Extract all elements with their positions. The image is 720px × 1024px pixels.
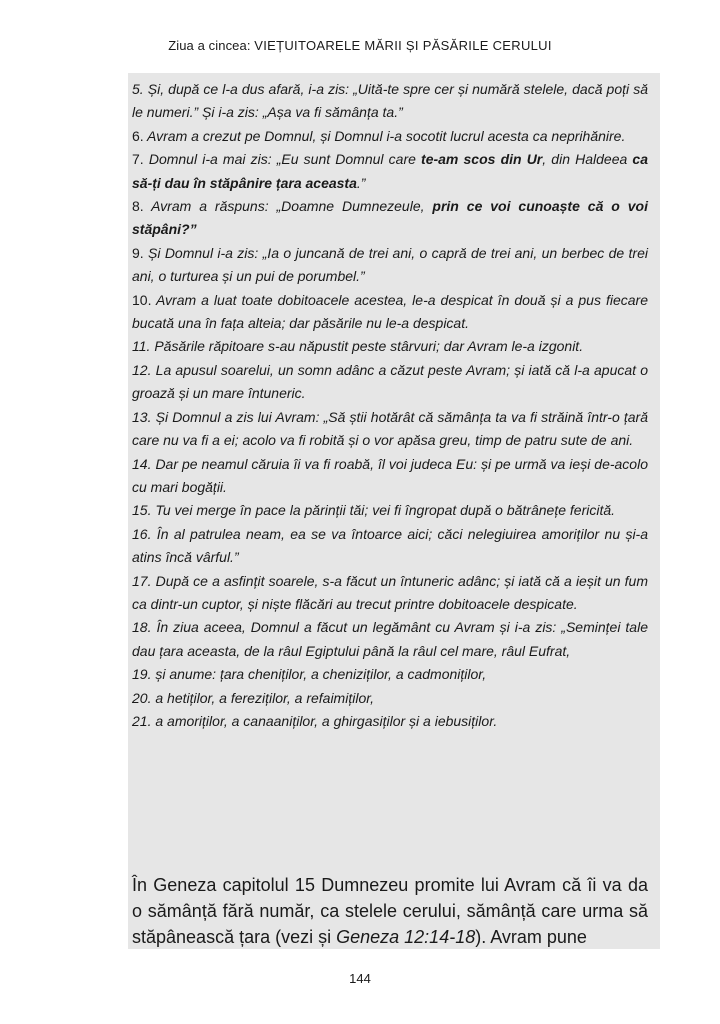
- verse: [132, 148, 648, 195]
- verse-text: Și, după ce l-a dus afară, i-a zis: „Uită-te spre cer și numără stelele, dacă poți să le numeri.” Și i-a zis: „Așa va fi sămânța ta.”: [132, 81, 648, 121]
- verse-text: .”: [356, 174, 366, 191]
- verse-text: În ziua aceea, Domnul a făcut un legământ cu Avram și i-a zis: „Seminței tale dau țara aceasta, de la râul Egiptului până la râul cel mare, râul Eufrat,: [132, 619, 648, 659]
- verse: [132, 125, 648, 148]
- verse-number: 7.: [132, 151, 144, 168]
- verse-text: La apusul soarelui, un somn adânc a căzut peste Avram; și iată că l-a apucat o groază și un mare întuneric.: [132, 361, 648, 402]
- verse-number: 10.: [132, 291, 152, 308]
- commentary-text: În Geneza capitolul 15 Dumnezeu promite lui Avram că îi va da o sămânță fără număr, ca stelele cerului, sămânță care urma să stăpânească țara (vezi și: [132, 875, 648, 947]
- commentary-text-end: ). Avram pune: [475, 927, 587, 947]
- verse-text-bold: te-am scos din Ur: [421, 151, 543, 168]
- page-number: 144: [349, 971, 371, 986]
- verse: [132, 335, 648, 358]
- verse-number: 8.: [132, 198, 144, 215]
- verse-number: 6.: [132, 127, 144, 144]
- verse-text: , din Haldeea: [542, 151, 633, 168]
- verse-text: Avram a crezut pe Domnul, și Domnul i-a socotit lucrul acesta ca neprihănire.: [143, 127, 626, 144]
- verse: [132, 616, 648, 663]
- verse: [132, 359, 648, 406]
- verse-list: [132, 78, 648, 733]
- verse-number: 18.: [132, 619, 152, 636]
- verse-text: După ce a asfințit soarele, s-a făcut un întuneric adânc; și iată că a ieșit un fum ca dintr-un cuptor, și niște flăcări au trecut printre dobitoacele despicate.: [132, 572, 648, 612]
- running-header: [0, 38, 720, 53]
- verse-number: 20.: [132, 689, 152, 706]
- verse: [132, 78, 648, 125]
- commentary-paragraph: [132, 872, 648, 950]
- verse: [132, 242, 648, 289]
- verse-number: 11.: [132, 338, 151, 355]
- verse-number: 12.: [132, 361, 152, 378]
- verse-text: Tu vei merge în pace la părinții tăi; vei fi îngropat după o bătrânețe fericită.: [151, 502, 616, 519]
- verse: [132, 570, 648, 617]
- verse-text: Domnul i-a mai zis: „Eu sunt Domnul care: [143, 151, 422, 168]
- scripture-reference: Geneza 12:14-18: [336, 927, 476, 947]
- verse-text: Avram a luat toate dobitoacele acestea, le-a despicat în două și a pus fiecare bucată una în fața alteia; dar păsările nu le-a despicat.: [132, 291, 648, 332]
- verse-number: 21.: [132, 712, 152, 729]
- verse-text: și anume: țara cheniților, a cheniziților, a cadmoniților,: [151, 666, 487, 683]
- verse-text: Avram a răspuns: „Doamne Dumnezeule,: [143, 198, 433, 215]
- verse-number: 9.: [132, 244, 144, 261]
- verse: [132, 406, 648, 453]
- verse-text-bold: prin ce voi cunoaște că o voi stăpâni?”: [132, 198, 648, 238]
- running-header-title: VIEȚUITOARELE MĂRII ȘI PĂSĂRILE CERULUI: [254, 38, 552, 53]
- verse: [132, 663, 648, 686]
- verse: [132, 687, 648, 710]
- verse: [132, 499, 648, 522]
- verse: [132, 710, 648, 733]
- running-header-prefix: Ziua a cincea:: [168, 38, 255, 53]
- verse-text: Și Domnul a zis lui Avram: „Să știi hotărât că sămânța ta va fi străină într-o țară care nu va fi a ei; acolo va fi robită și o vor apăsa greu, timp de patru sute de ani.: [132, 408, 648, 449]
- verse-text: Dar pe neamul căruia îi va fi roabă, îl voi judeca Eu: și pe urmă va ieși de-acolo cu mari bogății.: [132, 455, 648, 495]
- verse-text: Și Domnul i-a zis: „Ia o juncană de trei ani, o capră de trei ani, un berbec de trei ani, o turturea și un pui de porumbel.”: [132, 244, 648, 285]
- verse-text: Păsările răpitoare s-au năpustit peste stârvuri; dar Avram le-a izgonit.: [150, 338, 584, 355]
- verse: [132, 289, 648, 336]
- verse-number: 15.: [132, 502, 152, 519]
- verse-text: În al patrulea neam, ea se va întoarce aici; căci nelegiuirea amoriților nu și-a atins încă vârful.”: [132, 525, 648, 566]
- verse-text: a hetiților, a fereziților, a refaimiților,: [151, 689, 375, 706]
- verse-number: 17.: [132, 572, 152, 589]
- verse-text-bold: ca să-ți dau în stăpânire țara aceasta: [132, 151, 648, 191]
- verse-number: 13.: [132, 408, 152, 425]
- verse: [132, 453, 648, 500]
- verse-number: 5.: [132, 81, 144, 97]
- verse-text: a amoriților, a canaaniților, a ghirgasiților și a iebusiților.: [151, 712, 498, 729]
- verse-number: 14.: [132, 455, 152, 472]
- verse-number: 16.: [132, 525, 152, 542]
- verse: [132, 195, 648, 242]
- verse: [132, 523, 648, 570]
- verse-number: 19.: [132, 666, 152, 683]
